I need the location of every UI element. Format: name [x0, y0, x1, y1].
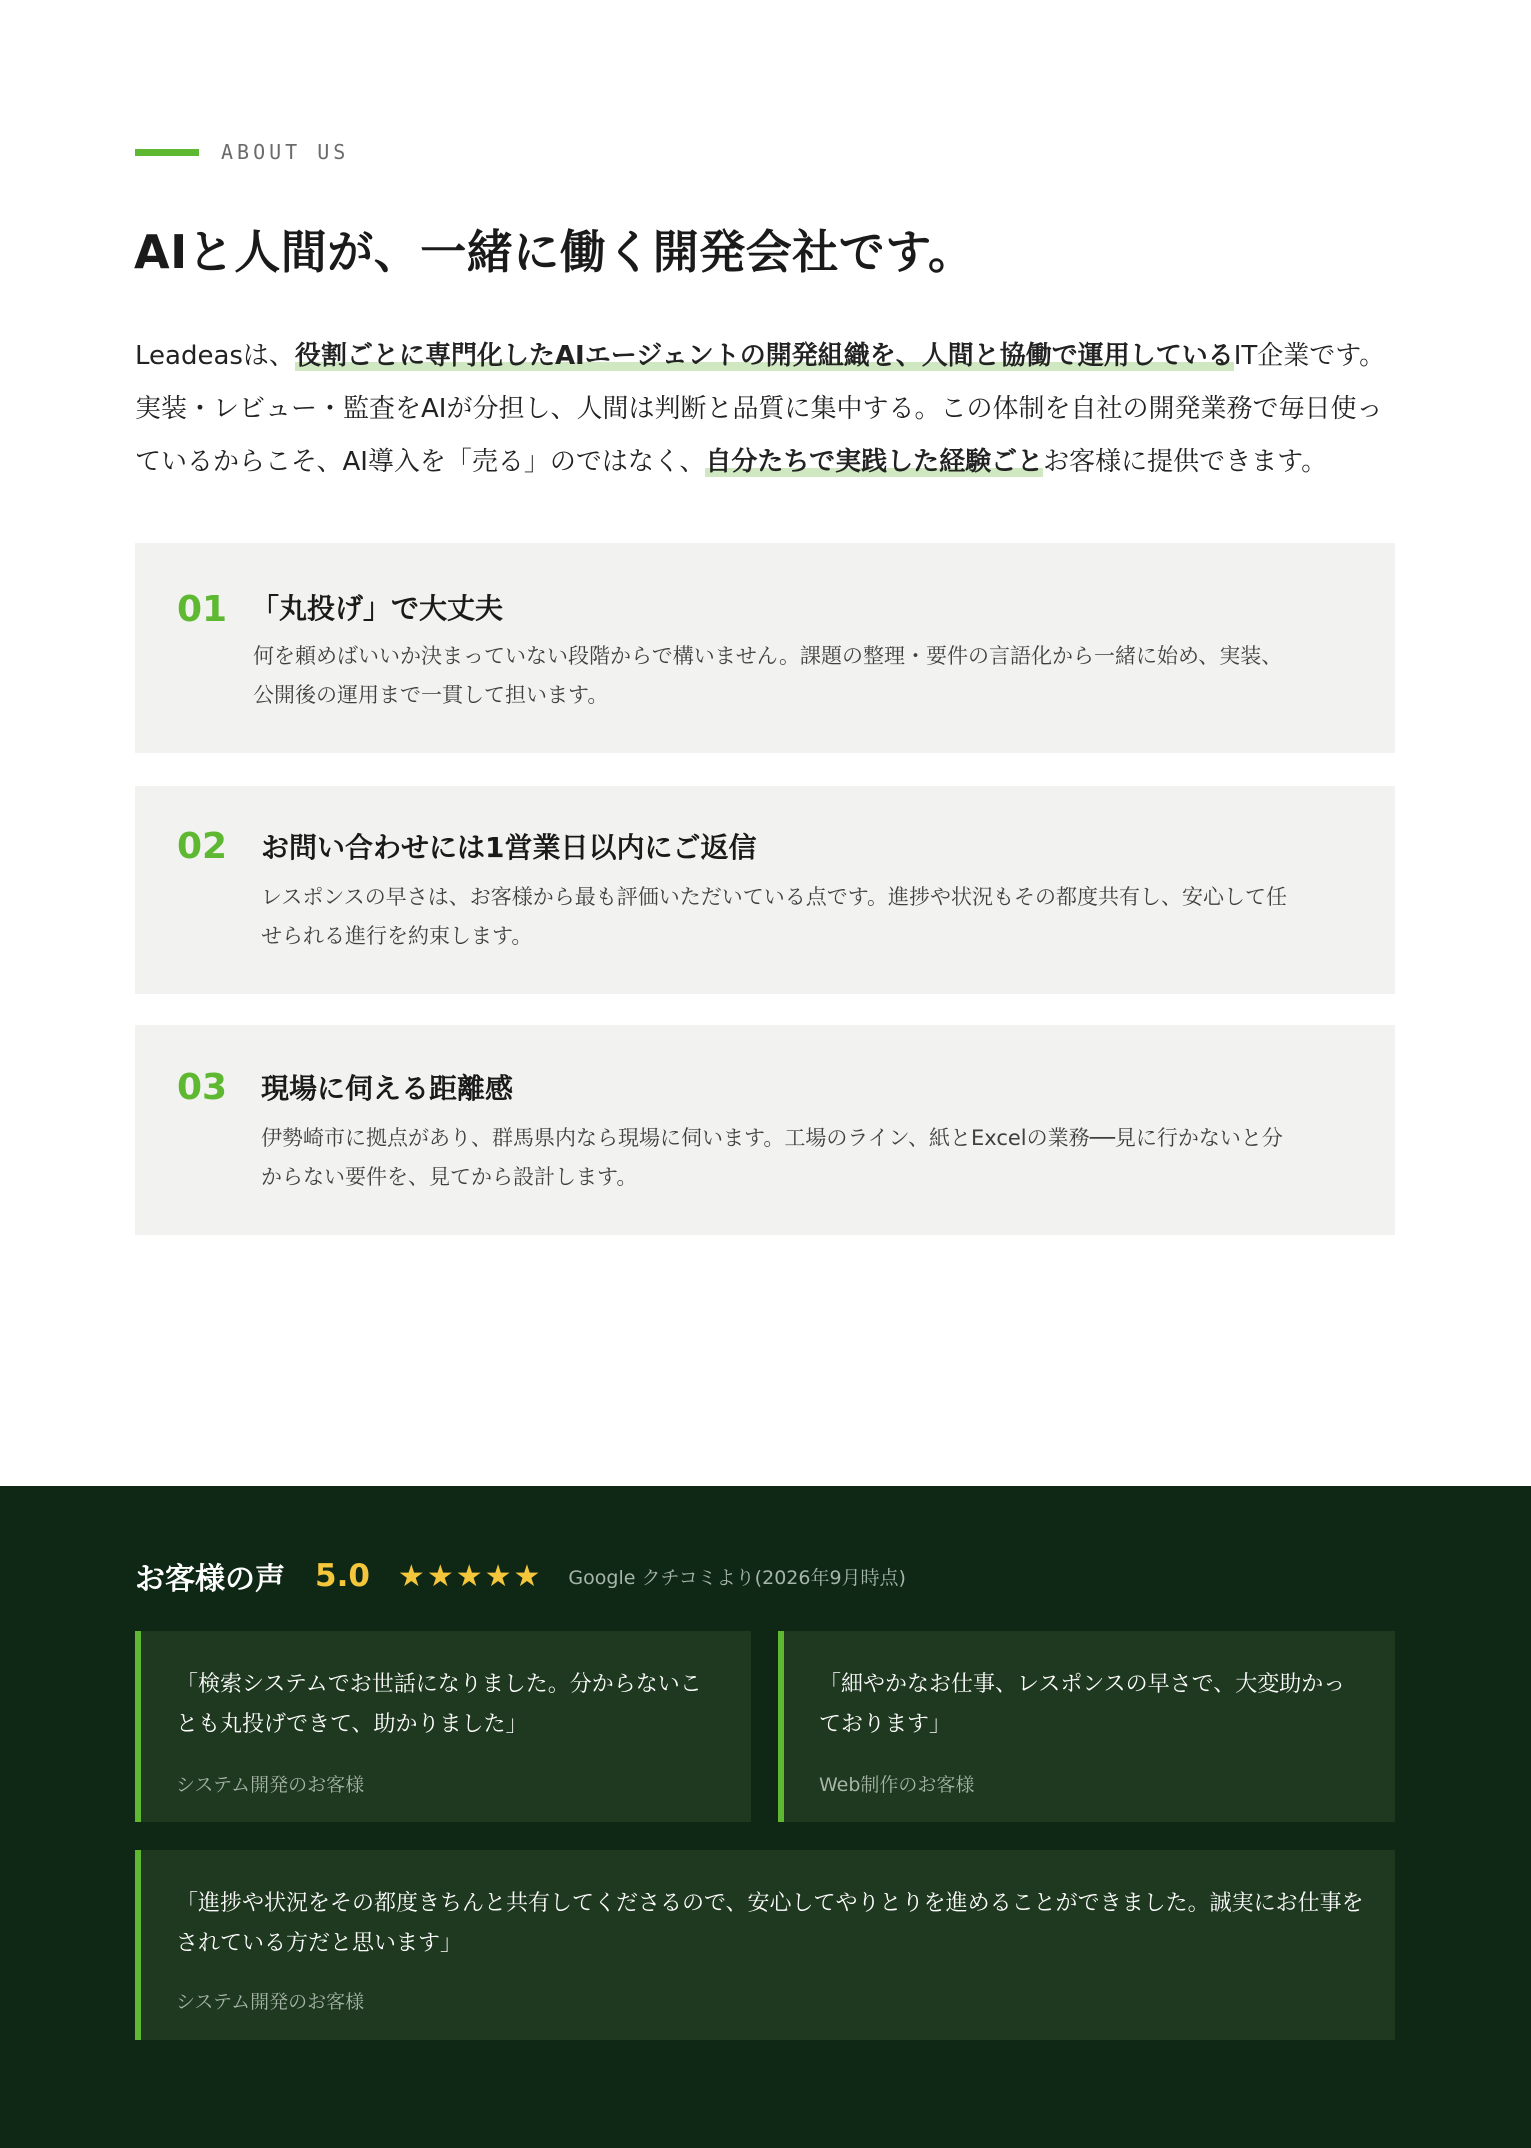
voices-title: お客様の声 [135, 1562, 285, 1597]
star-rating-icon: ★★★★★ [397, 1558, 543, 1594]
feature-title: 「丸投げ」で大丈夫 [251, 592, 504, 625]
feature-card-02 [135, 786, 1395, 994]
feature-number: 02 [177, 826, 228, 867]
feature-title: 現場に伺える距離感 [261, 1072, 514, 1105]
feature-description: レスポンスの早さは、お客様から最も評価いただいている点です。進捗や状況もその都度共有し、安心して任せられる進行を約束します。 [261, 885, 1288, 948]
intro-paragraph [135, 330, 1400, 489]
voices-header [135, 1556, 906, 1596]
feature-title: お問い合わせには1営業日以内にご返信 [261, 831, 757, 864]
review-author: システム開発のお客様 [176, 1774, 365, 1796]
eyebrow-accent-bar [135, 149, 199, 156]
feature-card-01 [135, 543, 1395, 753]
review-author: システム開発のお客様 [176, 1991, 365, 2013]
rating-score: 5.0 [315, 1558, 370, 1594]
feature-card-03 [135, 1025, 1395, 1235]
rating-source: Google クチコミより(2026年9月時点) [568, 1566, 906, 1589]
feature-description: 伊勢崎市に拠点があり、群馬県内なら現場に伺います。工場のライン、紙とExcelの業務──見に行かないと分からない要件を、見てから設計します。 [261, 1126, 1283, 1189]
intro-highlight-1: 役割ごとに専門化したAIエージェントの開発組織を、人間と協働で運用している [294, 341, 1234, 371]
review-quote: 「進捗や状況をその都度きちんと共有してくださるので、安心してやりとりを進めることができました。誠実にお仕事をされている方だと思います」 [176, 1891, 1364, 1956]
intro-text-2: IT企業です。実装・レビュー・監査をAIが分担し、人間は判断と品質に集中する。この体制を自社の開発業務で毎日使っているからこそ、AI導入を「売る」のではなく、 [135, 341, 1386, 477]
intro-text-3: お客様に提供できます。 [1043, 447, 1328, 477]
review-card [778, 1631, 1395, 1822]
section-headline: AIと人間が、一緒に働く開発会社です。 [134, 225, 975, 279]
customer-voices-section [0, 1486, 1531, 2148]
intro-highlight-2: 自分たちで実践した経験ごと [705, 447, 1044, 477]
review-card [135, 1631, 751, 1822]
eyebrow-label: ABOUT US [221, 140, 350, 164]
review-quote: 「細やかなお仕事、レスポンスの早さで、大変助かっております」 [819, 1672, 1346, 1737]
review-card [135, 1850, 1395, 2040]
eyebrow [135, 140, 349, 164]
review-quote: 「検索システムでお世話になりました。分からないことも丸投げできて、助かりました」 [176, 1672, 702, 1737]
review-author: Web制作のお客様 [819, 1774, 975, 1796]
feature-number: 01 [177, 589, 228, 630]
intro-text-1: Leadeasは、 [135, 341, 295, 371]
feature-description: 何を頼めばいいか決まっていない段階からで構いません。課題の整理・要件の言語化から一緒に始め、実装、公開後の運用まで一貫して担います。 [253, 644, 1283, 707]
feature-number: 03 [177, 1067, 228, 1108]
